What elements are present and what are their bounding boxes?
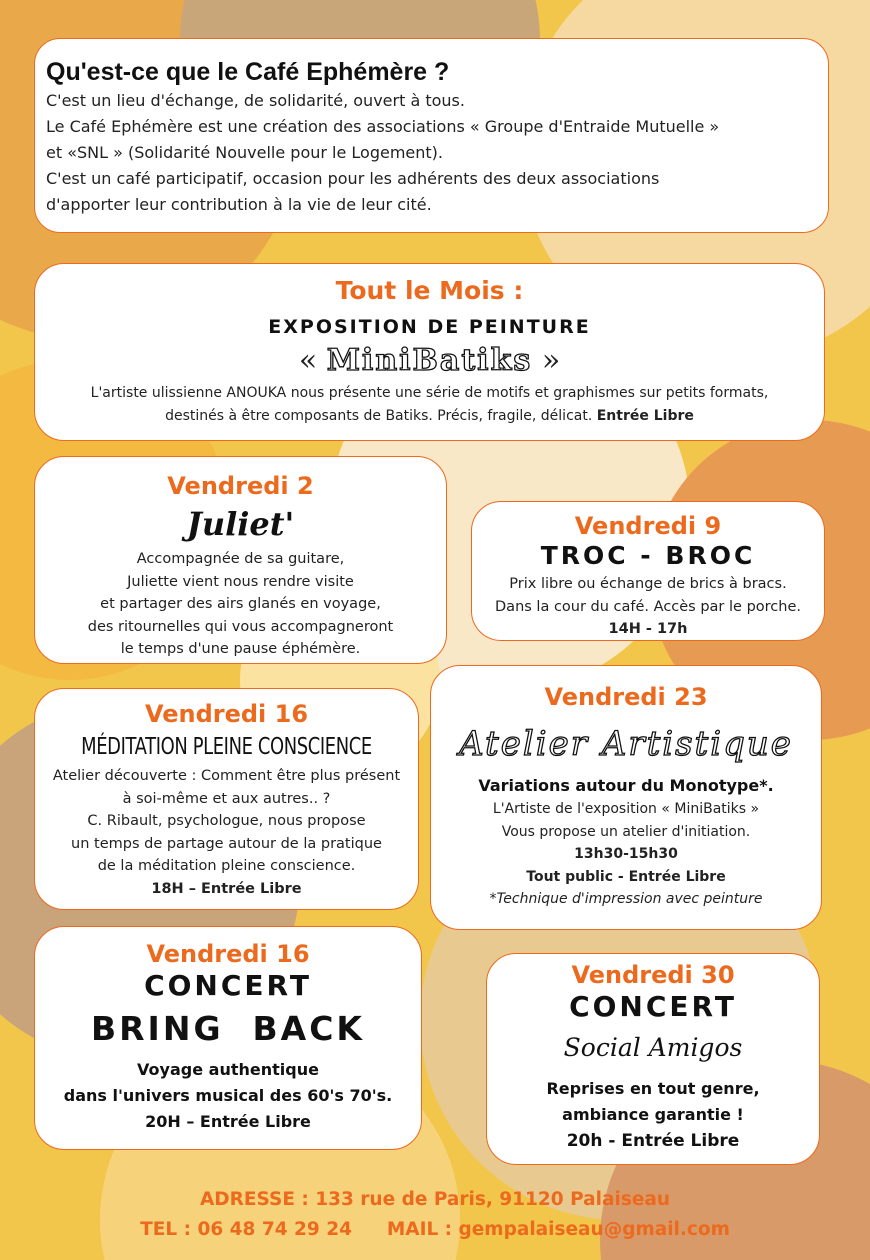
juliet-line: le temps d'une pause éphémère.: [120, 641, 361, 657]
expo-entry: Entrée Libre: [596, 407, 694, 424]
intro-line: C'est un lieu d'échange, de solidarité, ouvert à tous.: [46, 91, 465, 110]
atelier-subtitle: Variations autour du Monotype*.: [478, 776, 774, 795]
concert2-time: 20h - Entrée Libre: [566, 1131, 740, 1151]
concert2-band: Social Amigos: [563, 1033, 743, 1062]
intro-title: Qu'est-ce que le Café Ephémère ?: [46, 58, 450, 86]
troc-title: TROC - BROC: [540, 541, 756, 570]
atelier-line2: Vous propose un atelier d'initiation.: [501, 823, 751, 840]
atelier-line1: L'Artiste de l'exposition « MiniBatiks »: [492, 801, 760, 817]
expo-line1: L'artiste ulissienne ANOUKA nous présente une série de motifs et graphismes sur petits formats,: [90, 385, 769, 401]
atelier-public: Tout public - Entrée Libre: [526, 868, 726, 885]
juliet-line: et partager des airs glanés en voyage,: [100, 596, 381, 612]
footer: [0, 1185, 870, 1245]
troc-card: [471, 501, 825, 641]
meditation-day: Vendredi 16: [144, 700, 309, 728]
concert1-card: [34, 926, 422, 1150]
troc-time: 14H - 17h: [608, 621, 688, 637]
juliet-title: Juliet': [186, 505, 295, 543]
expo-heading: EXPOSITION DE PEINTURE: [268, 316, 591, 338]
juliet-line: Juliette vient nous rendre visite: [127, 573, 354, 590]
troc-line1: Prix libre ou échange de brics à bracs.: [509, 576, 787, 592]
footer-tel: TEL : 06 48 74 29 24: [140, 1219, 352, 1240]
intro-line: d'apporter leur contribution à la vie de leur cité.: [46, 195, 432, 214]
meditation-card: [34, 688, 419, 910]
footer-address: ADRESSE : 133 rue de Paris, 91120 Palaiseau: [199, 1189, 671, 1210]
intro-line: et «SNL » (Solidarité Nouvelle pour le Logement).: [46, 143, 444, 162]
juliet-day: Vendredi 2: [167, 472, 314, 500]
expo-line2: destinés à être composants de Batiks. Précis, fragile, délicat.: [165, 407, 593, 424]
juliet-card: [34, 456, 447, 664]
concert2-card: [486, 953, 820, 1165]
intro-line: C'est un café participatif, occasion pour les adhérents des deux associations: [46, 169, 660, 188]
expo-title: MiniBatiks: [326, 343, 533, 378]
intro-card: [34, 38, 829, 233]
concert2-label: CONCERT: [569, 990, 737, 1023]
meditation-line: un temps de partage autour de la pratique: [71, 835, 382, 852]
expo-quote-open: «: [298, 343, 318, 378]
concert1-line1: Voyage authentique: [137, 1060, 319, 1079]
troc-day: Vendredi 9: [574, 512, 722, 540]
concert1-time: 20H – Entrée Libre: [145, 1112, 311, 1131]
meditation-line: de la méditation pleine conscience.: [97, 858, 356, 874]
concert2-line1: Reprises en tout genre,: [546, 1079, 760, 1098]
meditation-line: C. Ribault, psychologue, nous propose: [87, 813, 366, 829]
juliet-line: Accompagnée de sa guitare,: [136, 551, 345, 567]
concert2-day: Vendredi 30: [571, 961, 735, 989]
meditation-line: à soi-même et aux autres.. ?: [122, 790, 331, 807]
concert1-line2: dans l'univers musical des 60's 70's.: [63, 1086, 393, 1105]
concert1-band: BRING BACK: [90, 1009, 365, 1048]
atelier-day: Vendredi 23: [544, 683, 708, 711]
expo-card: [34, 263, 825, 441]
atelier-title: Atelier Artistique: [459, 724, 793, 764]
meditation-line: Atelier découverte : Comment être plus présent: [52, 768, 401, 784]
concert1-label: CONCERT: [144, 969, 312, 1002]
troc-line2: Dans la cour du café. Accès par le porche.: [495, 598, 801, 615]
expo-quote-close: »: [541, 343, 561, 378]
meditation-time: 18H – Entrée Libre: [151, 880, 302, 897]
concert2-line2: ambiance garantie !: [562, 1105, 744, 1124]
meditation-title: MÉDITATION PLEINE CONSCIENCE: [81, 734, 372, 760]
atelier-card: [430, 665, 822, 930]
intro-line: Le Café Ephémère est une création des associations « Groupe d'Entraide Mutuelle »: [46, 117, 720, 136]
juliet-line: des ritournelles qui vous accompagneront: [87, 618, 394, 635]
concert1-day: Vendredi 16: [146, 940, 310, 968]
expo-name: [35, 342, 824, 380]
atelier-time: 13h30-15h30: [574, 846, 678, 862]
footer-mail[interactable]: MAIL : gempalaiseau@gmail.com: [386, 1219, 730, 1240]
expo-day: Tout le Mois :: [335, 276, 524, 305]
atelier-note: *Technique d'impression avec peinture: [489, 891, 763, 907]
